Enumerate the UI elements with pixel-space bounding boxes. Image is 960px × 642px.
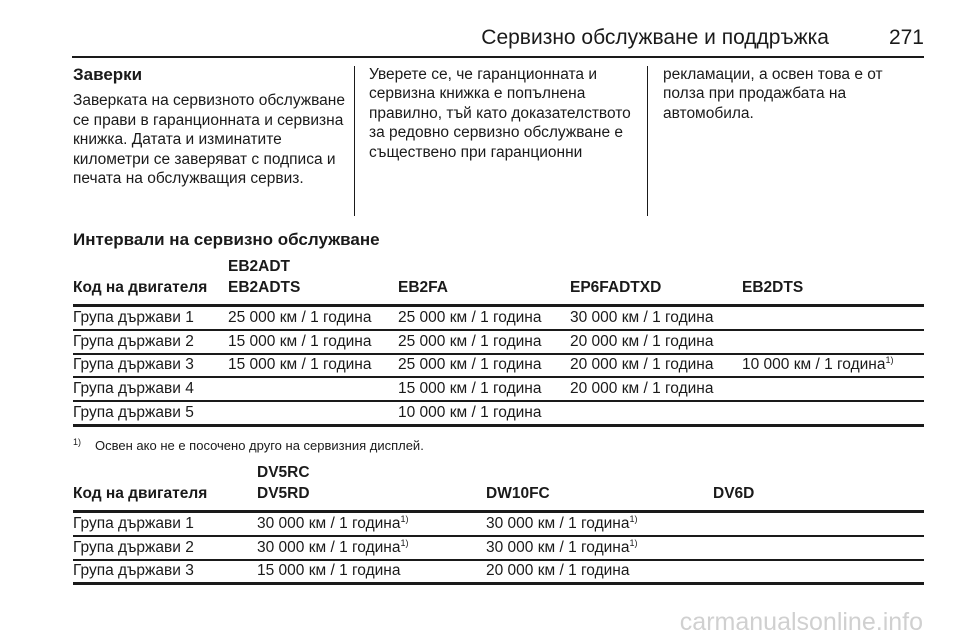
header-dw10fc: DW10FC — [486, 462, 713, 512]
text-column-2 — [369, 65, 639, 162]
table-header-row — [73, 256, 924, 306]
table-cell-footnoted — [486, 512, 713, 536]
table-cell — [228, 377, 398, 401]
table-cell: Група държави 2 — [73, 330, 228, 354]
table-row — [73, 401, 924, 425]
table-cell: 15 000 км / 1 година — [228, 354, 398, 378]
intervals-heading: Интервали на сервизно обслужване — [73, 230, 380, 249]
footnote-ref: 1) — [400, 513, 409, 524]
table-cell: 25 000 км / 1 година — [398, 306, 570, 330]
paragraph-3: рекламации, а освен това е от полза при продажбата на автомобила. — [663, 66, 883, 122]
table-cell — [742, 401, 924, 425]
cell-value: 30 000 км / 1 година — [257, 538, 401, 556]
table-row — [73, 330, 924, 354]
footnote-ref: 1) — [629, 513, 638, 524]
header-eb2adt-eb2adts — [228, 256, 398, 306]
page-header — [72, 26, 924, 54]
table-row — [73, 306, 924, 330]
section-heading: Заверки — [73, 65, 143, 84]
table-cell: Група държави 5 — [73, 401, 228, 425]
table-cell: 15 000 км / 1 година — [228, 330, 398, 354]
footnote-mark: 1) — [73, 437, 82, 447]
table-cell: Група държави 3 — [73, 354, 228, 378]
service-intervals-table-2 — [73, 462, 924, 585]
table-cell: Група държави 3 — [73, 560, 257, 584]
cell-value: 30 000 км / 1 година — [486, 514, 630, 532]
footnote-text: Освен ако не е посочено друго на сервизния дисплей. — [95, 438, 424, 453]
paragraph-2: Уверете се, че гаранционната и сервизна книжка е попълнена правилно, тъй като доказателството за редовно сервизно обслужване е съществено при гаранционни — [369, 66, 631, 161]
text-column-1 — [73, 65, 348, 188]
cell-value: 10 000 км / 1 година — [742, 356, 886, 374]
table-cell: 30 000 км / 1 година — [570, 306, 742, 330]
column-divider-1 — [354, 66, 355, 216]
table-cell: 25 000 км / 1 година — [398, 330, 570, 354]
table-cell: 25 000 км / 1 година — [228, 306, 398, 330]
cell-value: 30 000 км / 1 година — [257, 514, 401, 532]
footnote-ref: 1) — [629, 537, 638, 548]
table-cell: Група държави 1 — [73, 512, 257, 536]
watermark: carmanualsonline.info — [679, 608, 923, 636]
footnote-ref: 1) — [400, 537, 409, 548]
header-eb2adt: EB2ADT — [228, 258, 291, 275]
cell-value: 30 000 км / 1 година — [486, 538, 630, 556]
header-engine-code: Код на двигателя — [73, 462, 257, 512]
table-cell-footnoted — [257, 512, 486, 536]
header-dv5rd: DV5RD — [257, 485, 310, 502]
header-eb2dts: EB2DTS — [742, 256, 924, 306]
table-cell — [742, 377, 924, 401]
table-row — [73, 512, 924, 536]
header-engine-code: Код на двигателя — [73, 256, 228, 306]
paragraph-1: Заверката на сервизното обслужване се прави в гаранционната и сервизна книжка. Датата и изминатите километри се заверяват с подписа и печата на обслужващия сервиз. — [73, 92, 345, 188]
header-ep6fadtxd: EP6FADTXD — [570, 256, 742, 306]
table-cell — [570, 401, 742, 425]
header-dv5rc-dv5rd — [257, 462, 486, 512]
table-cell: 20 000 км / 1 година — [570, 377, 742, 401]
table-cell: 20 000 км / 1 година — [570, 354, 742, 378]
table-cell: Група държави 4 — [73, 377, 228, 401]
column-divider-2 — [647, 66, 648, 216]
table-cell: 15 000 км / 1 година — [398, 377, 570, 401]
text-column-3 — [663, 65, 923, 123]
table-cell: 15 000 км / 1 година — [257, 560, 486, 584]
header-dv5rc: DV5RC — [257, 464, 310, 481]
footnote-ref: 1) — [885, 355, 894, 366]
table-cell — [742, 306, 924, 330]
table-row — [73, 377, 924, 401]
header-eb2fa: EB2FA — [398, 256, 570, 306]
table-cell: 20 000 км / 1 година — [486, 560, 713, 584]
table-header-row — [73, 462, 924, 512]
service-intervals-table-1 — [73, 256, 924, 427]
table-cell: 10 000 км / 1 година — [398, 401, 570, 425]
table-cell-footnoted — [742, 354, 924, 378]
footnote — [73, 437, 424, 453]
header-eb2adts: EB2ADTS — [228, 279, 301, 296]
table-row — [73, 536, 924, 560]
table-cell: Група държави 2 — [73, 536, 257, 560]
table-cell-footnoted — [486, 536, 713, 560]
table-cell — [742, 330, 924, 354]
header-dv6d: DV6D — [713, 462, 924, 512]
table-cell — [713, 512, 924, 536]
table-cell: 25 000 км / 1 година — [398, 354, 570, 378]
header-rule — [72, 56, 924, 58]
page-title: Сервизно обслужване и поддръжка — [481, 26, 829, 49]
table-cell — [713, 536, 924, 560]
table-row — [73, 354, 924, 378]
table-cell: 20 000 км / 1 година — [570, 330, 742, 354]
table-row — [73, 560, 924, 584]
table-cell — [228, 401, 398, 425]
table-cell-footnoted — [257, 536, 486, 560]
page-number: 271 — [888, 26, 924, 49]
table-cell — [713, 560, 924, 584]
table-cell: Група държави 1 — [73, 306, 228, 330]
